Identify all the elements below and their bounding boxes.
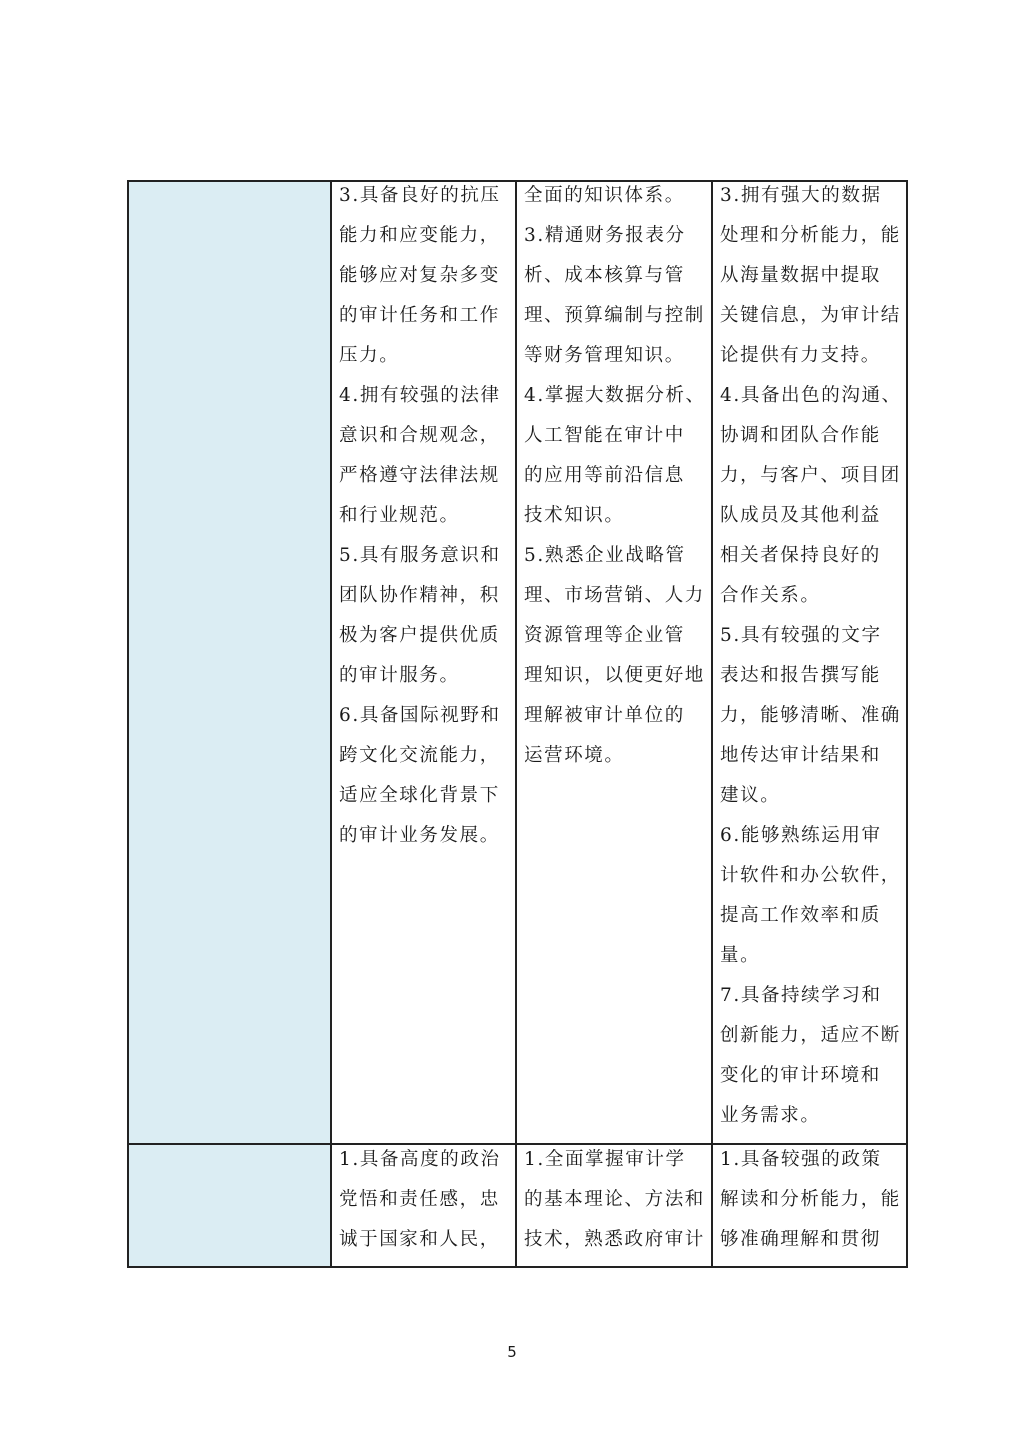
- text-line: 资源管理等企业管: [524, 625, 685, 646]
- table-border-left: [127, 180, 129, 1268]
- row1-col4-text: [720, 176, 902, 1136]
- row1-label-cell: [128, 181, 330, 1144]
- text-line: 计软件和办公软件，: [720, 865, 901, 886]
- page-number: 5: [507, 1343, 517, 1361]
- text-line: 和行业规范。: [339, 505, 460, 526]
- text-line: 运营环境。: [524, 745, 625, 766]
- text-line: 创新能力，适应不断: [720, 1025, 901, 1046]
- table-col-divider-2: [515, 180, 517, 1268]
- text-line: 1.全面掌握审计学: [524, 1149, 686, 1170]
- text-line: 5.具有较强的文字: [720, 625, 882, 646]
- text-line: 3.拥有强大的数据: [720, 185, 882, 206]
- text-line: 力，与客户、项目团: [720, 465, 901, 486]
- text-line: 队成员及其他利益: [720, 505, 881, 526]
- row2-col3-text: [524, 1140, 705, 1260]
- text-line: 建议。: [720, 785, 781, 806]
- text-line: 严格遵守法律法规: [339, 465, 500, 486]
- text-line: 相关者保持良好的: [720, 545, 881, 566]
- text-line: 跨文化交流能力，: [339, 745, 500, 766]
- text-line: 业务需求。: [720, 1105, 821, 1126]
- text-line: 4.掌握大数据分析、: [524, 385, 706, 406]
- text-line: 1.具备高度的政治: [339, 1149, 501, 1170]
- text-line: 从海量数据中提取: [720, 265, 881, 286]
- text-line: 团队协作精神，积: [339, 585, 500, 606]
- text-line: 表达和报告撰写能: [720, 665, 881, 686]
- text-line: 7.具备持续学习和: [720, 985, 882, 1006]
- text-line: 4.具备出色的沟通、: [720, 385, 902, 406]
- row2-col4-text: [720, 1140, 901, 1260]
- text-line: 力，能够清晰、准确: [720, 705, 901, 726]
- table-col-divider-3: [711, 180, 713, 1268]
- text-line: 1.具备较强的政策: [720, 1149, 882, 1170]
- text-line: 技术，熟悉政府审计: [524, 1229, 705, 1250]
- text-line: 意识和合规观念，: [339, 425, 500, 446]
- text-line: 理知识，以便更好地: [524, 665, 705, 686]
- text-line: 全面的知识体系。: [524, 185, 685, 206]
- text-line: 5.具有服务意识和: [339, 545, 501, 566]
- text-line: 的审计业务发展。: [339, 825, 500, 846]
- text-line: 的审计任务和工作: [339, 305, 500, 326]
- text-line: 的应用等前沿信息: [524, 465, 685, 486]
- text-line: 处理和分析能力，能: [720, 225, 901, 246]
- text-line: 关键信息，为审计结: [720, 305, 901, 326]
- text-line: 4.拥有较强的法律: [339, 385, 501, 406]
- table-col-divider-1: [330, 180, 332, 1268]
- text-line: 变化的审计环境和: [720, 1065, 881, 1086]
- row1-col3-text: [524, 176, 706, 776]
- text-line: 6.能够熟练运用审: [720, 825, 882, 846]
- text-line: 提高工作效率和质: [720, 905, 881, 926]
- text-line: 诚于国家和人民，: [339, 1229, 500, 1250]
- row2-col2-text: [339, 1140, 501, 1260]
- text-line: 能力和应变能力，: [339, 225, 500, 246]
- row2-label-cell: [128, 1144, 330, 1267]
- text-line: 党悟和责任感，忠: [339, 1189, 500, 1210]
- text-line: 理解被审计单位的: [524, 705, 685, 726]
- text-line: 技术知识。: [524, 505, 625, 526]
- text-line: 适应全球化背景下: [339, 785, 500, 806]
- text-line: 5.熟悉企业战略管: [524, 545, 686, 566]
- text-line: 合作关系。: [720, 585, 821, 606]
- text-line: 的基本理论、方法和: [524, 1189, 705, 1210]
- text-line: 等财务管理知识。: [524, 345, 685, 366]
- text-line: 解读和分析能力，能: [720, 1189, 901, 1210]
- text-line: 压力。: [339, 345, 400, 366]
- text-line: 理、市场营销、人力: [524, 585, 705, 606]
- text-line: 的审计服务。: [339, 665, 460, 686]
- text-line: 人工智能在审计中: [524, 425, 685, 446]
- text-line: 量。: [720, 945, 761, 966]
- text-line: 3.具备良好的抗压: [339, 185, 501, 206]
- text-line: 协调和团队合作能: [720, 425, 881, 446]
- text-line: 6.具备国际视野和: [339, 705, 501, 726]
- table-border-bottom: [127, 1266, 907, 1268]
- text-line: 论提供有力支持。: [720, 345, 881, 366]
- text-line: 能够应对复杂多变: [339, 265, 500, 286]
- text-line: 极为客户提供优质: [339, 625, 500, 646]
- text-line: 析、成本核算与管: [524, 265, 685, 286]
- text-line: 理、预算编制与控制: [524, 305, 705, 326]
- text-line: 够准确理解和贯彻: [720, 1229, 881, 1250]
- table-border-right: [906, 180, 908, 1268]
- text-line: 地传达审计结果和: [720, 745, 881, 766]
- row1-col2-text: [339, 176, 501, 856]
- text-line: 3.精通财务报表分: [524, 225, 686, 246]
